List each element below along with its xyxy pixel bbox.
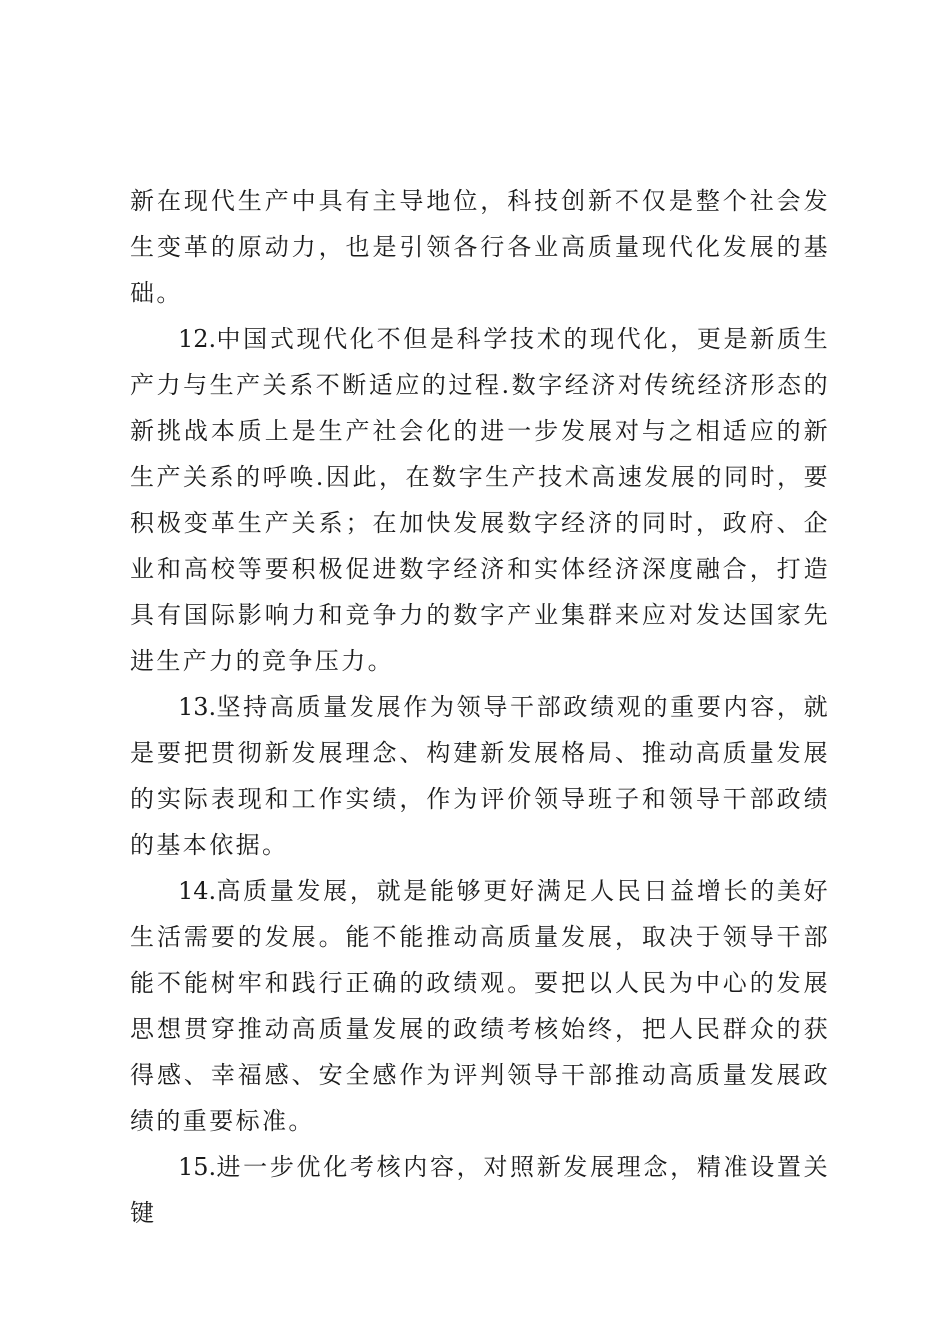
paragraph-number: 12. xyxy=(178,325,217,353)
paragraph-text: 坚持高质量发展作为领导干部政绩观的重要内容，就是要把贯彻新发展理念、构建新发展格局、推动高质量发展的实际表现和工作实绩，作为评价领导班子和领导干部政绩的基本依据。 xyxy=(130,693,830,859)
document-body xyxy=(130,178,830,1236)
paragraph-text: 新在现代生产中具有主导地位，科技创新不仅是整个社会发生变革的原动力，也是引领各行各业高质量现代化发展的基础。 xyxy=(130,187,830,307)
paragraph-text: 进一步优化考核内容，对照新发展理念，精准设置关键 xyxy=(130,1153,830,1227)
paragraph-continuation xyxy=(130,178,830,316)
paragraph-number: 13. xyxy=(178,693,217,721)
paragraph-text: 高质量发展，就是能够更好满足人民日益增长的美好生活需要的发展。能不能推动高质量发展，取决于领导干部能不能树牢和践行正确的政绩观。要把以人民为中心的发展思想贯穿推动高质量发展的政绩考核始终，把人民群众的获得感、幸福感、安全感作为评判领导干部推动高质量发展政绩的重要标准。 xyxy=(130,877,830,1135)
paragraph-15 xyxy=(130,1144,830,1236)
paragraph-number: 15. xyxy=(178,1153,217,1181)
paragraph-12 xyxy=(130,316,830,684)
paragraph-13 xyxy=(130,684,830,868)
paragraph-number: 14. xyxy=(178,877,217,905)
paragraph-text: 中国式现代化不但是科学技术的现代化，更是新质生产力与生产关系不断适应的过程.数字经济对传统经济形态的新挑战本质上是生产社会化的进一步发展对与之相适应的新生产关系的呼唤.因此，在数字生产技术高速发展的同时，要积极变革生产关系；在加快发展数字经济的同时，政府、企业和高校等要积极促进数字经济和实体经济深度融合，打造具有国际影响力和竞争力的数字产业集群来应对发达国家先进生产力的竞争压力。 xyxy=(130,325,830,675)
paragraph-14 xyxy=(130,868,830,1144)
